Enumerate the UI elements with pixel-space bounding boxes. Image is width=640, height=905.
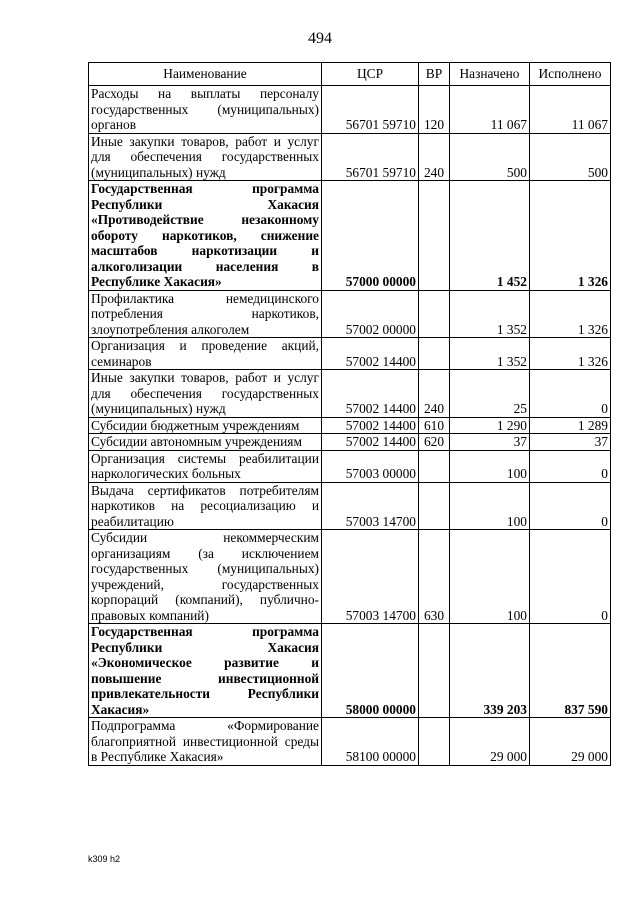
header-executed: Исполнено [530,63,611,86]
cell-vr [419,624,450,718]
cell-name: Выдача сертификатов потребителям наркотиков на ресоциализацию и реабилитацию [89,482,322,530]
cell-name: Подпрограмма «Формирование благоприятной инвестиционной среды в Республике Хакасия» [89,718,322,766]
cell-name: Государственная программа Республики Хакасия «Противодействие незаконному обороту наркотиков, снижение масштабов наркотизации и алкоголизации населения в Республике Хакасия» [89,181,322,291]
page-number: 494 [308,30,332,47]
cell-vr [419,482,450,530]
cell-executed: 11 067 [530,86,611,134]
cell-executed: 500 [530,133,611,181]
cell-csr: 57002 14400 [322,370,419,418]
cell-csr: 58100 00000 [322,718,419,766]
cell-vr [419,450,450,482]
table-row [89,624,611,718]
table-row [89,450,611,482]
budget-table [88,62,611,766]
cell-vr: 120 [419,86,450,134]
cell-vr: 610 [419,417,450,434]
cell-executed: 0 [530,450,611,482]
header-csr: ЦСР [322,63,419,86]
cell-csr: 57003 14700 [322,530,419,624]
cell-csr: 57002 14400 [322,417,419,434]
cell-csr: 57002 14400 [322,434,419,451]
header-assigned: Назначено [450,63,530,86]
cell-assigned: 100 [450,530,530,624]
cell-vr [419,181,450,291]
cell-executed: 0 [530,530,611,624]
cell-name: Расходы на выплаты персоналу государственных (муниципальных) органов [89,86,322,134]
cell-name: Субсидии бюджетным учреждениям [89,417,322,434]
cell-vr [419,338,450,370]
cell-csr: 56701 59710 [322,133,419,181]
cell-executed: 0 [530,482,611,530]
cell-vr [419,290,450,338]
cell-vr: 240 [419,133,450,181]
cell-vr: 620 [419,434,450,451]
cell-name: Организация системы реабилитации наркологических больных [89,450,322,482]
table-row [89,370,611,418]
table-row [89,434,611,451]
cell-assigned: 100 [450,482,530,530]
cell-name: Субсидии автономным учреждениям [89,434,322,451]
cell-csr: 57003 14700 [322,482,419,530]
cell-executed: 1 326 [530,290,611,338]
header-vr: ВР [419,63,450,86]
cell-assigned: 11 067 [450,86,530,134]
cell-assigned: 25 [450,370,530,418]
cell-assigned: 1 352 [450,338,530,370]
cell-executed: 1 289 [530,417,611,434]
cell-assigned: 1 352 [450,290,530,338]
table-row [89,133,611,181]
cell-csr: 57003 00000 [322,450,419,482]
cell-name: Профилактика немедицинского потребления наркотиков, злоупотребления алкоголем [89,290,322,338]
table-row [89,417,611,434]
cell-assigned: 1 452 [450,181,530,291]
cell-csr: 58000 00000 [322,624,419,718]
table-row [89,718,611,766]
cell-executed: 837 590 [530,624,611,718]
cell-name: Иные закупки товаров, работ и услуг для обеспечения государственных (муниципальных) нужд [89,370,322,418]
cell-assigned: 500 [450,133,530,181]
table-row [89,86,611,134]
cell-csr: 56701 59710 [322,86,419,134]
cell-vr: 630 [419,530,450,624]
cell-csr: 57002 14400 [322,338,419,370]
cell-assigned: 100 [450,450,530,482]
table-body [89,86,611,766]
cell-name: Субсидии некоммерческим организациям (за исключением государственных (муниципальных) учреждений, государственных корпораций (компаний), публично-правовых компаний) [89,530,322,624]
table-row [89,482,611,530]
cell-name: Государственная программа Республики Хакасия «Экономическое развитие и повышение инвестиционной привлекательности Республики Хакасия» [89,624,322,718]
cell-csr: 57000 00000 [322,181,419,291]
cell-vr [419,718,450,766]
cell-executed: 1 326 [530,338,611,370]
cell-assigned: 1 290 [450,417,530,434]
cell-assigned: 29 000 [450,718,530,766]
cell-executed: 0 [530,370,611,418]
table-row [89,181,611,291]
cell-name: Организация и проведение акций, семинаров [89,338,322,370]
cell-executed: 29 000 [530,718,611,766]
cell-executed: 1 326 [530,181,611,291]
cell-vr: 240 [419,370,450,418]
cell-assigned: 37 [450,434,530,451]
cell-name: Иные закупки товаров, работ и услуг для обеспечения государственных (муниципальных) нужд [89,133,322,181]
cell-assigned: 339 203 [450,624,530,718]
cell-executed: 37 [530,434,611,451]
table-row [89,530,611,624]
table-header-row [89,63,611,86]
header-name: Наименование [89,63,322,86]
table-row [89,290,611,338]
cell-csr: 57002 00000 [322,290,419,338]
footer-code: k309 h2 [88,854,121,864]
table-row [89,338,611,370]
